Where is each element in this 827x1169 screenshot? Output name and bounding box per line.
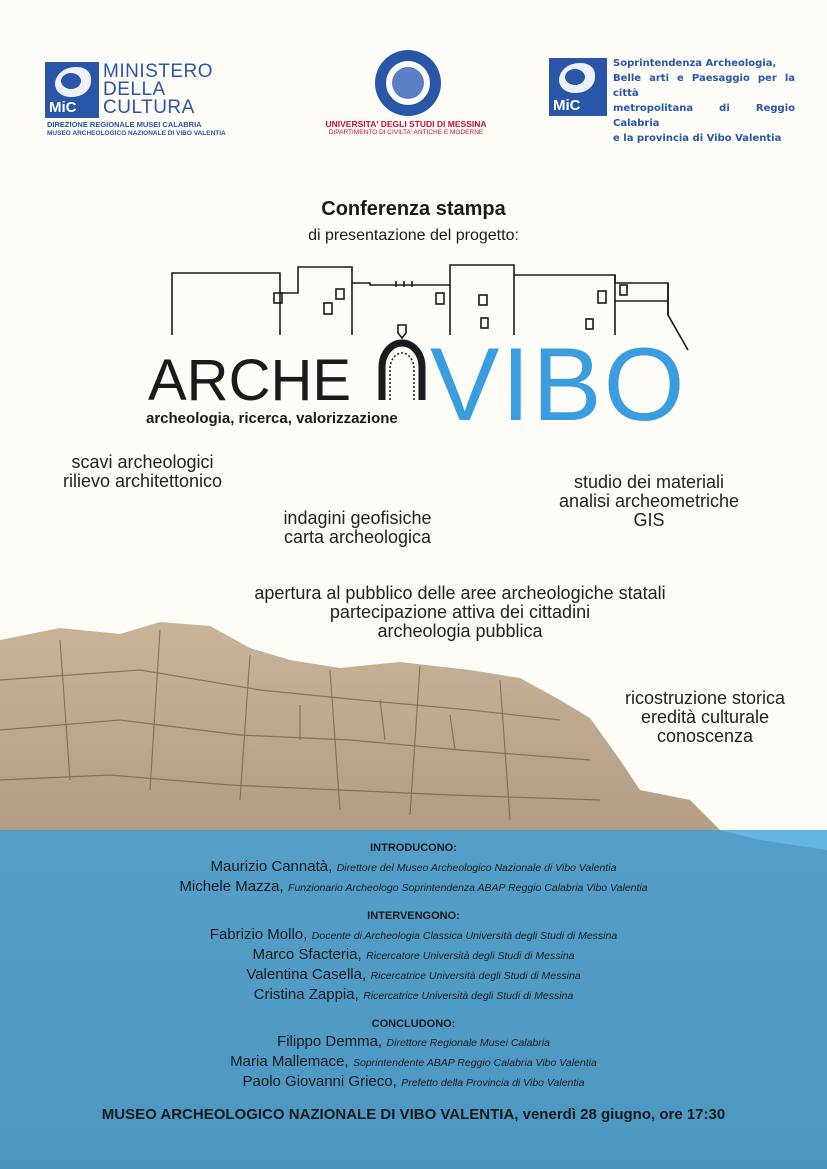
- speaker-row: Filippo Demma, Direttore Regionale Musei Calabria: [277, 1033, 550, 1050]
- speaker-row: Paolo Giovanni Grieco, Prefetto della Provincia di Vibo Valentia: [242, 1073, 585, 1090]
- soprintendenza-text: Soprintendenza Archeologia, Belle arti e Paesaggio per la città metropolitana di Reggio Calabria e la provincia di Vibo Valentia: [613, 58, 795, 144]
- section-introducono: INTRODUCONO:: [370, 842, 457, 854]
- speaker-row: Marco Sfacteria, Ricercatore Università degli Studi di Messina: [252, 946, 575, 963]
- page-title: Conferenza stampa: [321, 198, 506, 220]
- speaker-row: Valentina Casella, Ricercatrice Università degli Studi di Messina: [246, 966, 581, 983]
- logo-arche-text: ARCHE: [148, 348, 352, 413]
- speaker-row: Cristina Zappia, Ricercatrice Università degli Studi di Messina: [253, 986, 574, 1003]
- ministero-line1: MINISTERO: [103, 61, 214, 82]
- topics-group-3: studio dei materiali analisi archeometriche GIS: [558, 472, 740, 530]
- topics-group-5: ricostruzione storica eredità culturale conoscenza: [624, 688, 786, 746]
- speaker-row: Maria Mallemace, Soprintendente ABAP Reggio Calabria Vibo Valentia: [230, 1053, 597, 1070]
- event-venue-date: MUSEO ARCHEOLOGICO NAZIONALE DI VIBO VALENTIA, venerdì 28 giugno, ore 17:30: [101, 1106, 726, 1123]
- university-dept: DIPARTIMENTO DI CIVILTA' ANTICHE E MODERNE: [328, 129, 484, 136]
- section-concludono: CONCLUDONO:: [371, 1018, 456, 1030]
- ministero-line2: DELLA: [103, 79, 166, 100]
- mic-emblem-icon: MiC: [549, 58, 607, 116]
- speaker-row: Maurizio Cannatà, Direttore del Museo Archeologico Nazionale di Vibo Valentia: [210, 858, 617, 875]
- page-subtitle: di presentazione del progetto:: [308, 227, 519, 244]
- logo-vibo-text: VIBO: [430, 327, 687, 440]
- ministero-sub2: MUSEO ARCHEOLOGICO NAZIONALE DI VIBO VALENTIA: [47, 130, 226, 137]
- mic-emblem-icon: MiC: [45, 62, 99, 118]
- topics-group-1: scavi archeologici rilievo architettonico: [62, 452, 223, 491]
- ministero-sub1: DIREZIONE REGIONALE MUSEI CALABRIA: [47, 120, 202, 129]
- university-name: UNIVERSITA' DEGLI STUDI DI MESSINA: [325, 119, 487, 129]
- archeovibo-logo: [140, 255, 710, 440]
- topics-group-4: apertura al pubblico delle aree archeologiche statali partecipazione attiva dei cittadini archeologia pubblica: [254, 583, 666, 641]
- speaker-row: Michele Mazza, Funzionario Archeologo Soprintendenza ABAP Reggio Calabria Vibo Valentia: [179, 878, 648, 895]
- ministero-line3: CULTURA: [103, 97, 195, 118]
- speaker-row: Fabrizio Mollo, Docente di Archeologia Classica Università degli Studi di Messina: [209, 926, 618, 943]
- section-intervengono: INTERVENGONO:: [367, 910, 460, 922]
- topics-group-2: indagini geofisiche carta archeologica: [283, 508, 432, 547]
- logo-tagline: archeologia, ricerca, valorizzazione: [146, 410, 398, 427]
- soprintendenza-logo: [549, 58, 607, 116]
- ministero-logo: [45, 62, 99, 118]
- arch-o-icon: [382, 343, 422, 400]
- university-seal-icon: [375, 50, 441, 116]
